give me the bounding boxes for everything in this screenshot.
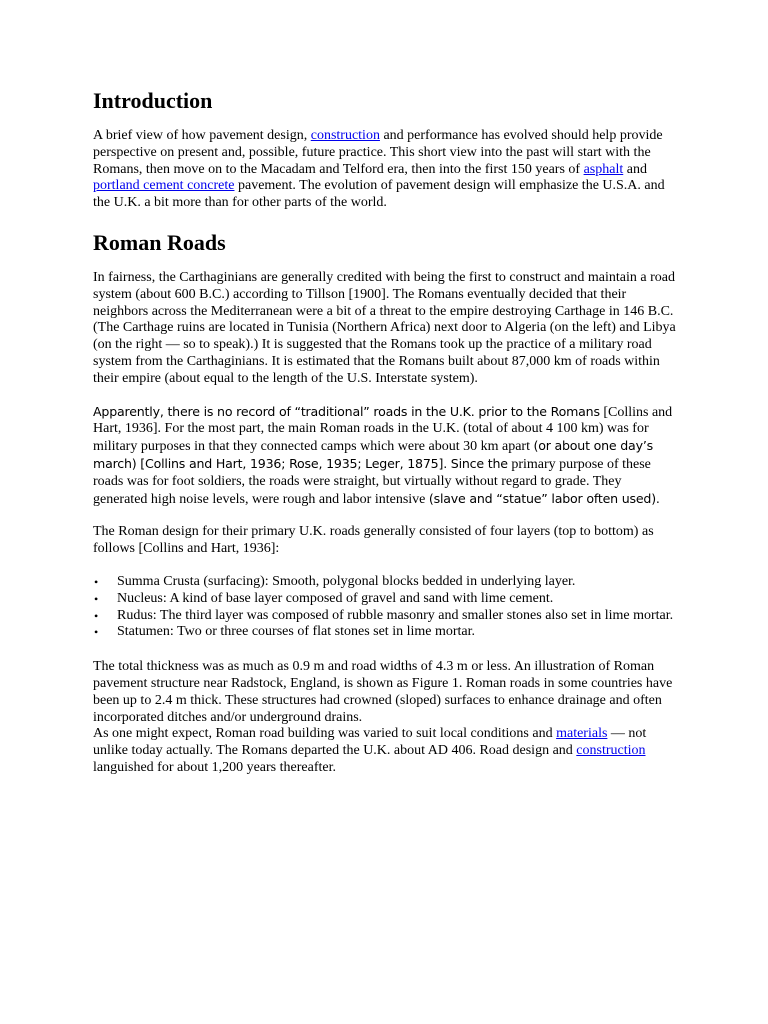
intro-text-2: and performance has evolved should help provide perspective on present and, possible, future practice. This short view into the past will start with the Romans, then move on to the Macadam and Telford era, then into the first 150 years of <box>93 128 663 177</box>
construction-link-2[interactable]: construction <box>576 743 646 759</box>
layer-rudus: • Rudus: The third layer was composed of rubble masonry and smaller stones also set in lime mortar. <box>117 608 678 625</box>
uk-roads-text-4: primary purpose of these roads was for foot soldiers, the roads were straight, but virtually without regard to grade. They generated high noise levels, were rough and labor intensive <box>93 456 651 507</box>
document-content <box>93 86 678 793</box>
portland-cement-concrete-link[interactable]: portland cement concrete <box>93 178 235 194</box>
intro-text-3: and <box>623 161 647 177</box>
uk-roads-paragraph <box>93 404 678 509</box>
introduction-heading: Introduction <box>93 88 213 113</box>
layer-statumen: • Statumen: Two or three courses of flat stones set in lime mortar. <box>117 624 678 641</box>
intro-text-1: A brief view of how pavement design, <box>93 128 311 143</box>
roman-design-paragraph: The Roman design for their primary U.K. roads generally consisted of four layers (top to bottom) as follows [Collins and Hart, 1936]: <box>93 524 654 557</box>
uk-roads-text-2: [Collins and Hart, 1936]. For the most part, the main Roman roads in the U.K. (total of about 4 100 km) was for military purposes in that they connected camps which were about 30 km apart <box>93 404 673 455</box>
layer-summa-crusta: • Summa Crusta (surfacing): Smooth, polygonal blocks bedded in underlying layer. <box>117 574 678 591</box>
road-layers-list <box>93 574 678 641</box>
asphalt-link[interactable]: asphalt <box>583 161 624 177</box>
carthaginians-paragraph: In fairness, the Carthaginians are generally credited with being the first to construct and maintain a road system (about 600 B.C.) according to Tillson [1900]. The Romans eventually decided that their neighbors across the Mediterranean were a bit of a threat to the empire destroying Carthage in 146 B.C. (The Carthage ruins are located in Tunisia (Northern Africa) next door to Algeria (on the left) and Libya (on the right — so to speak).) It is suggested that the Romans took up the practice of a military road system from the Carthaginians. It is estimated that the Romans built about 87,000 km of roads within their empire (about equal to the length of the U.S. Interstate system). <box>93 269 676 386</box>
road-building-paragraph <box>93 726 678 776</box>
intro-text-4: pavement. The evolution of pavement design will emphasize the U.S.A. and the U.K. a bit more than for other parts of the world. <box>93 178 665 211</box>
construction-link[interactable]: construction <box>310 128 380 143</box>
road-building-text-3: languished for about 1,200 years thereafter. <box>93 759 336 775</box>
thickness-paragraph: The total thickness was as much as 0.9 m and road widths of 4.3 m or less. An illustration of Roman pavement structure near Radstock, England, is shown as Figure 1. Roman roads in some countries have been up to 2.4 m thick. These structures had crowned (sloped) surfaces to enhance drainage and often incorporated ditches and/or underground drains. <box>93 659 673 725</box>
road-building-text-2: — not unlike today actually. The Romans departed the U.K. about AD 406. Road design and <box>93 726 647 759</box>
materials-link[interactable]: materials <box>556 726 608 742</box>
uk-roads-text-1: Apparently, there is no record of “traditional” roads in the U.K. prior to the Romans <box>93 403 600 419</box>
layer-nucleus: • Nucleus: A kind of base layer composed of gravel and sand with lime cement. <box>117 591 678 608</box>
uk-roads-text-3: (or about one day’s march) [Collins and Hart, 1936; Rose, 1935; Leger, 1875]. Since the <box>93 438 653 471</box>
uk-roads-text-5: (slave and “statue” labor often used). <box>428 490 660 506</box>
road-building-text-1: As one might expect, Roman road building was varied to suit local conditions and <box>93 726 557 742</box>
introduction-paragraph <box>93 128 678 212</box>
roman-roads-heading: Roman Roads <box>93 229 226 255</box>
